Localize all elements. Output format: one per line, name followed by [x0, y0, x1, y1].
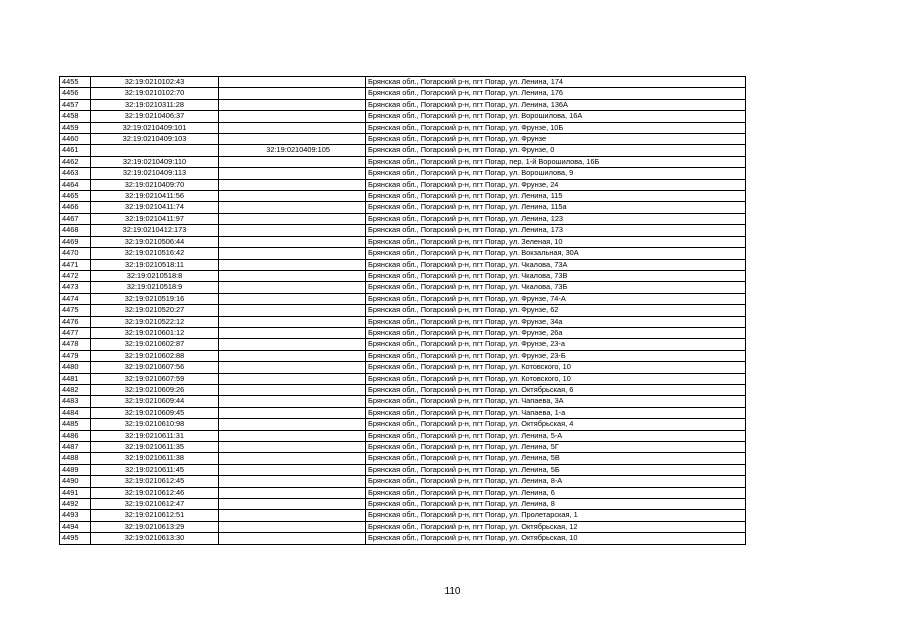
- address-cell: Брянская обл., Погарский р-н, пгт Погар, ул. Ленина, 115а: [366, 202, 746, 213]
- extra-number-cell: [219, 316, 366, 327]
- address-cell: Брянская обл., Погарский р-н, пгт Погар, ул. Зеленая, 10: [366, 236, 746, 247]
- extra-number-cell: [219, 259, 366, 270]
- address-cell: Брянская обл., Погарский р-н, пгт Погар, ул. Котовского, 10: [366, 362, 746, 373]
- row-number-cell: 4483: [60, 396, 91, 407]
- cadastral-number-cell: 32:19:0210409:103: [91, 134, 219, 145]
- table-row: [60, 236, 746, 247]
- extra-number-cell: [219, 88, 366, 99]
- address-cell: Брянская обл., Погарский р-н, пгт Погар, ул. Фрунзе, 10Б: [366, 122, 746, 133]
- row-number-cell: 4484: [60, 407, 91, 418]
- table-row: [60, 362, 746, 373]
- address-cell: Брянская обл., Погарский р-н, пгт Погар, ул. Октябрьская, 6: [366, 384, 746, 395]
- row-number-cell: 4473: [60, 282, 91, 293]
- extra-number-cell: [219, 213, 366, 224]
- table-row: [60, 259, 746, 270]
- cadastral-number-cell: 32:19:0210409:101: [91, 122, 219, 133]
- table-row: [60, 270, 746, 281]
- extra-number-cell: [219, 270, 366, 281]
- extra-number-cell: [219, 191, 366, 202]
- address-cell: Брянская обл., Погарский р-н, пгт Погар, ул. Ленина, 5Г: [366, 442, 746, 453]
- row-number-cell: 4464: [60, 179, 91, 190]
- cadastral-number-cell: 32:19:0210519:16: [91, 293, 219, 304]
- table-row: [60, 111, 746, 122]
- row-number-cell: 4493: [60, 510, 91, 521]
- cadastral-number-cell: 32:19:0210602:87: [91, 339, 219, 350]
- table-row: [60, 442, 746, 453]
- address-cell: Брянская обл., Погарский р-н, пгт Погар, ул. Ленина, 5Б: [366, 464, 746, 475]
- row-number-cell: 4479: [60, 350, 91, 361]
- table-row: [60, 145, 746, 156]
- row-number-cell: 4488: [60, 453, 91, 464]
- cadastral-number-cell: 32:19:0210522:12: [91, 316, 219, 327]
- row-number-cell: 4480: [60, 362, 91, 373]
- extra-number-cell: [219, 202, 366, 213]
- address-cell: Брянская обл., Погарский р-н, пгт Погар, ул. Ленина, 176: [366, 88, 746, 99]
- address-cell: Брянская обл., Погарский р-н, пгт Погар, ул. Ленина, 173: [366, 225, 746, 236]
- table-row: [60, 282, 746, 293]
- address-cell: Брянская обл., Погарский р-н, пгт Погар, ул. Ленина, 115: [366, 191, 746, 202]
- extra-number-cell: [219, 533, 366, 544]
- cadastral-number-cell: 32:19:0210611:35: [91, 442, 219, 453]
- extra-number-cell: [219, 396, 366, 407]
- address-cell: Брянская обл., Погарский р-н, пгт Погар, ул. Ленина, 8: [366, 499, 746, 510]
- address-cell: Брянская обл., Погарский р-н, пгт Погар, ул. Фрунзе, 34а: [366, 316, 746, 327]
- extra-number-cell: [219, 499, 366, 510]
- table-row: [60, 373, 746, 384]
- address-cell: Брянская обл., Погарский р-н, пгт Погар, ул. Фрунзе, 74-А: [366, 293, 746, 304]
- cadastral-number-cell: 32:19:0210518:11: [91, 259, 219, 270]
- row-number-cell: 4468: [60, 225, 91, 236]
- row-number-cell: 4485: [60, 419, 91, 430]
- address-cell: Брянская обл., Погарский р-н, пгт Погар, ул. Чапаева, 3А: [366, 396, 746, 407]
- cadastral-number-cell: 32:19:0210609:26: [91, 384, 219, 395]
- row-number-cell: 4455: [60, 77, 91, 88]
- row-number-cell: 4482: [60, 384, 91, 395]
- extra-number-cell: [219, 419, 366, 430]
- cadastral-number-cell: 32:19:0210520:27: [91, 305, 219, 316]
- table-row: [60, 305, 746, 316]
- cadastral-number-cell: 32:19:0210602:88: [91, 350, 219, 361]
- address-cell: Брянская обл., Погарский р-н, пгт Погар, ул. Ворошилова, 16А: [366, 111, 746, 122]
- address-cell: Брянская обл., Погарский р-н, пгт Погар, ул. Котовского, 10: [366, 373, 746, 384]
- extra-number-cell: [219, 373, 366, 384]
- address-cell: Брянская обл., Погарский р-н, пгт Погар, ул. Октябрьская, 12: [366, 521, 746, 532]
- cadastral-number-cell: 32:19:0210609:45: [91, 407, 219, 418]
- address-cell: Брянская обл., Погарский р-н, пгт Погар, ул. Фрунзе, 0: [366, 145, 746, 156]
- table-row: [60, 453, 746, 464]
- address-cell: Брянская обл., Погарский р-н, пгт Погар, пер. 1-й Ворошилова, 16Б: [366, 156, 746, 167]
- row-number-cell: 4489: [60, 464, 91, 475]
- address-cell: Брянская обл., Погарский р-н, пгт Погар, ул. Ленина, 174: [366, 77, 746, 88]
- table-row: [60, 168, 746, 179]
- row-number-cell: 4463: [60, 168, 91, 179]
- extra-number-cell: [219, 168, 366, 179]
- row-number-cell: 4486: [60, 430, 91, 441]
- cadastral-table: [59, 76, 746, 545]
- row-number-cell: 4465: [60, 191, 91, 202]
- address-cell: Брянская обл., Погарский р-н, пгт Погар, ул. Фрунзе: [366, 134, 746, 145]
- extra-number-cell: [219, 236, 366, 247]
- address-cell: Брянская обл., Погарский р-н, пгт Погар, ул. Фрунзе, 23-а: [366, 339, 746, 350]
- cadastral-number-cell: [91, 145, 219, 156]
- cadastral-number-cell: 32:19:0210613:30: [91, 533, 219, 544]
- table-row: [60, 430, 746, 441]
- cadastral-number-cell: 32:19:0210609:44: [91, 396, 219, 407]
- row-number-cell: 4492: [60, 499, 91, 510]
- row-number-cell: 4471: [60, 259, 91, 270]
- table-row: [60, 407, 746, 418]
- extra-number-cell: [219, 487, 366, 498]
- extra-number-cell: [219, 293, 366, 304]
- address-cell: Брянская обл., Погарский р-н, пгт Погар, ул. Пролетарская, 1: [366, 510, 746, 521]
- extra-number-cell: [219, 305, 366, 316]
- address-cell: Брянская обл., Погарский р-н, пгт Погар, ул. Ленина, 136А: [366, 99, 746, 110]
- cadastral-number-cell: 32:19:0210506:44: [91, 236, 219, 247]
- address-cell: Брянская обл., Погарский р-н, пгт Погар, ул. Фрунзе, 24: [366, 179, 746, 190]
- cadastral-number-cell: 32:19:0210518:9: [91, 282, 219, 293]
- table-row: [60, 384, 746, 395]
- row-number-cell: 4461: [60, 145, 91, 156]
- row-number-cell: 4462: [60, 156, 91, 167]
- cadastral-number-cell: 32:19:0210612:47: [91, 499, 219, 510]
- extra-number-cell: [219, 122, 366, 133]
- table-body: [60, 77, 746, 545]
- row-number-cell: 4490: [60, 476, 91, 487]
- cadastral-number-cell: 32:19:0210411:56: [91, 191, 219, 202]
- row-number-cell: 4476: [60, 316, 91, 327]
- extra-number-cell: [219, 350, 366, 361]
- table-row: [60, 202, 746, 213]
- cadastral-number-cell: 32:19:0210518:8: [91, 270, 219, 281]
- cadastral-number-cell: 32:19:0210411:74: [91, 202, 219, 213]
- address-cell: Брянская обл., Погарский р-н, пгт Погар, ул. Вокзальная, 30А: [366, 248, 746, 259]
- extra-number-cell: [219, 99, 366, 110]
- extra-number-cell: [219, 453, 366, 464]
- address-cell: Брянская обл., Погарский р-н, пгт Погар, ул. Ленина, 5В: [366, 453, 746, 464]
- cadastral-number-cell: 32:19:0210607:59: [91, 373, 219, 384]
- row-number-cell: 4460: [60, 134, 91, 145]
- row-number-cell: 4457: [60, 99, 91, 110]
- table-row: [60, 122, 746, 133]
- extra-number-cell: [219, 384, 366, 395]
- row-number-cell: 4458: [60, 111, 91, 122]
- extra-number-cell: [219, 510, 366, 521]
- cadastral-number-cell: 32:19:0210409:70: [91, 179, 219, 190]
- address-cell: Брянская обл., Погарский р-н, пгт Погар, ул. Ленина, 8-А: [366, 476, 746, 487]
- table-row: [60, 476, 746, 487]
- address-cell: Брянская обл., Погарский р-н, пгт Погар, ул. Чкалова, 73А: [366, 259, 746, 270]
- address-cell: Брянская обл., Погарский р-н, пгт Погар, ул. Ленина, 123: [366, 213, 746, 224]
- row-number-cell: 4459: [60, 122, 91, 133]
- table-row: [60, 350, 746, 361]
- table-row: [60, 396, 746, 407]
- row-number-cell: 4475: [60, 305, 91, 316]
- address-cell: Брянская обл., Погарский р-н, пгт Погар, ул. Ленина, 5-А: [366, 430, 746, 441]
- cadastral-number-cell: 32:19:0210409:110: [91, 156, 219, 167]
- table-row: [60, 464, 746, 475]
- extra-number-cell: [219, 442, 366, 453]
- address-cell: Брянская обл., Погарский р-н, пгт Погар, ул. Чкалова, 73Б: [366, 282, 746, 293]
- extra-number-cell: [219, 339, 366, 350]
- row-number-cell: 4477: [60, 327, 91, 338]
- cadastral-number-cell: 32:19:0210311:28: [91, 99, 219, 110]
- cadastral-number-cell: 32:19:0210412:173: [91, 225, 219, 236]
- table-row: [60, 327, 746, 338]
- extra-number-cell: [219, 179, 366, 190]
- extra-number-cell: [219, 430, 366, 441]
- address-cell: Брянская обл., Погарский р-н, пгт Погар, ул. Ленина, 6: [366, 487, 746, 498]
- table-row: [60, 510, 746, 521]
- row-number-cell: 4494: [60, 521, 91, 532]
- row-number-cell: 4472: [60, 270, 91, 281]
- cadastral-number-cell: 32:19:0210406:37: [91, 111, 219, 122]
- cadastral-number-cell: 32:19:0210612:45: [91, 476, 219, 487]
- extra-number-cell: [219, 111, 366, 122]
- table-row: [60, 248, 746, 259]
- cadastral-number-cell: 32:19:0210102:43: [91, 77, 219, 88]
- cadastral-number-cell: 32:19:0210607:56: [91, 362, 219, 373]
- table-row: [60, 213, 746, 224]
- row-number-cell: 4467: [60, 213, 91, 224]
- row-number-cell: 4466: [60, 202, 91, 213]
- extra-number-cell: [219, 327, 366, 338]
- table-row: [60, 156, 746, 167]
- address-cell: Брянская обл., Погарский р-н, пгт Погар, ул. Чапаева, 1-а: [366, 407, 746, 418]
- row-number-cell: 4470: [60, 248, 91, 259]
- row-number-cell: 4481: [60, 373, 91, 384]
- extra-number-cell: [219, 156, 366, 167]
- table-row: [60, 293, 746, 304]
- extra-number-cell: [219, 362, 366, 373]
- row-number-cell: 4487: [60, 442, 91, 453]
- cadastral-number-cell: 32:19:0210411:97: [91, 213, 219, 224]
- address-cell: Брянская обл., Погарский р-н, пгт Погар, ул. Ворошилова, 9: [366, 168, 746, 179]
- cadastral-number-cell: 32:19:0210611:31: [91, 430, 219, 441]
- cadastral-number-cell: 32:19:0210516:42: [91, 248, 219, 259]
- extra-number-cell: [219, 476, 366, 487]
- address-cell: Брянская обл., Погарский р-н, пгт Погар, ул. Чкалова, 73В: [366, 270, 746, 281]
- cadastral-number-cell: 32:19:0210102:70: [91, 88, 219, 99]
- extra-number-cell: [219, 407, 366, 418]
- table-row: [60, 316, 746, 327]
- address-cell: Брянская обл., Погарский р-н, пгт Погар, ул. Фрунзе, 62: [366, 305, 746, 316]
- table-row: [60, 99, 746, 110]
- extra-number-cell: [219, 282, 366, 293]
- cadastral-number-cell: 32:19:0210612:46: [91, 487, 219, 498]
- extra-number-cell: [219, 225, 366, 236]
- address-cell: Брянская обл., Погарский р-н, пгт Погар, ул. Фрунзе, 26а: [366, 327, 746, 338]
- extra-number-cell: [219, 248, 366, 259]
- table-row: [60, 191, 746, 202]
- table-row: [60, 339, 746, 350]
- table-row: [60, 225, 746, 236]
- cadastral-number-cell: 32:19:0210611:45: [91, 464, 219, 475]
- extra-number-cell: [219, 134, 366, 145]
- address-cell: Брянская обл., Погарский р-н, пгт Погар, ул. Октябрьская, 4: [366, 419, 746, 430]
- table-row: [60, 533, 746, 544]
- address-cell: Брянская обл., Погарский р-н, пгт Погар, ул. Фрунзе, 23-Б: [366, 350, 746, 361]
- table-row: [60, 521, 746, 532]
- row-number-cell: 4478: [60, 339, 91, 350]
- cadastral-number-cell: 32:19:0210409:113: [91, 168, 219, 179]
- table-row: [60, 134, 746, 145]
- table-row: [60, 88, 746, 99]
- table-row: [60, 179, 746, 190]
- extra-number-cell: [219, 77, 366, 88]
- address-cell: Брянская обл., Погарский р-н, пгт Погар, ул. Октябрьская, 10: [366, 533, 746, 544]
- table-row: [60, 487, 746, 498]
- row-number-cell: 4456: [60, 88, 91, 99]
- cadastral-number-cell: 32:19:0210612:51: [91, 510, 219, 521]
- cadastral-number-cell: 32:19:0210601:12: [91, 327, 219, 338]
- extra-number-cell: 32:19:0210409:105: [219, 145, 366, 156]
- row-number-cell: 4474: [60, 293, 91, 304]
- cadastral-number-cell: 32:19:0210610:98: [91, 419, 219, 430]
- table-row: [60, 77, 746, 88]
- cadastral-number-cell: 32:19:0210613:29: [91, 521, 219, 532]
- extra-number-cell: [219, 464, 366, 475]
- extra-number-cell: [219, 521, 366, 532]
- page-number: 110: [444, 586, 461, 597]
- row-number-cell: 4469: [60, 236, 91, 247]
- row-number-cell: 4491: [60, 487, 91, 498]
- cadastral-number-cell: 32:19:0210611:38: [91, 453, 219, 464]
- table-row: [60, 419, 746, 430]
- row-number-cell: 4495: [60, 533, 91, 544]
- table-row: [60, 499, 746, 510]
